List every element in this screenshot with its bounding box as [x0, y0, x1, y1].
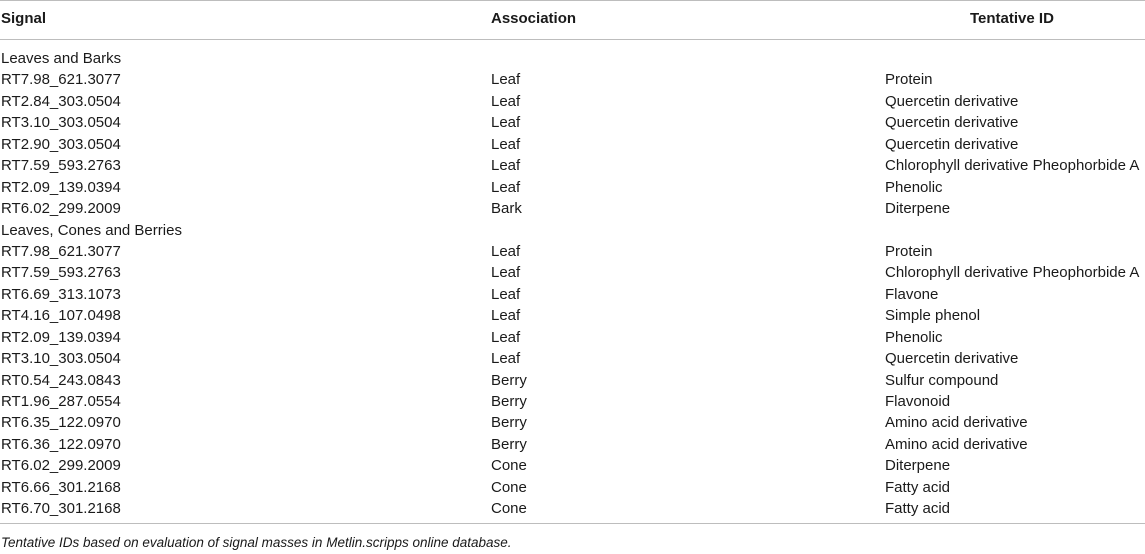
association-cell: Berry — [491, 371, 527, 389]
association-cell: Leaf — [491, 307, 521, 325]
table-row — [0, 434, 1145, 455]
signal-cell: RT0.54_243.0843 — [1, 371, 121, 389]
association-cell: Leaf — [491, 178, 521, 196]
table-row — [0, 305, 1145, 326]
table-row — [0, 327, 1145, 348]
table-section-row — [0, 48, 1145, 69]
association-cell: Leaf — [491, 264, 521, 282]
tentative-id-cell: Phenolic — [885, 178, 943, 196]
association-cell: Leaf — [491, 285, 521, 303]
association-cell: Leaf — [491, 135, 521, 153]
table-header-rule — [0, 39, 1145, 40]
association-cell: Berry — [491, 414, 527, 432]
table-row — [0, 498, 1145, 519]
tentative-id-cell: Diterpene — [885, 200, 951, 218]
tentative-id-cell: Fatty acid — [885, 478, 951, 496]
table-row — [0, 177, 1145, 198]
signal-cell: RT2.90_303.0504 — [1, 135, 121, 153]
section-label: Leaves, Cones and Berries — [1, 221, 182, 239]
signal-cell: RT7.98_621.3077 — [1, 242, 121, 260]
signal-cell: RT6.36_122.0970 — [1, 435, 121, 453]
table-row — [0, 69, 1145, 90]
association-cell: Leaf — [491, 242, 521, 260]
table-bottom-rule — [0, 523, 1145, 524]
table-row — [0, 284, 1145, 305]
tentative-id-cell: Quercetin derivative — [885, 92, 1019, 110]
association-cell: Leaf — [491, 328, 521, 346]
header-association: Association — [491, 10, 577, 27]
table-row — [0, 391, 1145, 412]
signal-cell: RT6.66_301.2168 — [1, 478, 121, 496]
association-cell: Leaf — [491, 157, 521, 175]
tentative-id-cell: Quercetin derivative — [885, 135, 1019, 153]
signal-cell: RT6.02_299.2009 — [1, 457, 121, 475]
tentative-id-cell: Flavonoid — [885, 393, 951, 410]
tentative-id-cell: Protein — [885, 71, 933, 89]
signal-cell: RT2.09_139.0394 — [1, 328, 121, 346]
signal-cell: RT4.16_107.0498 — [1, 307, 121, 325]
table-row — [0, 412, 1145, 433]
tentative-id-cell: Amino acid derivative — [885, 414, 1028, 432]
table-row — [0, 198, 1145, 219]
signal-cell: RT6.35_122.0970 — [1, 414, 121, 432]
tentative-id-cell: Quercetin derivative — [885, 114, 1019, 132]
association-cell: Leaf — [491, 350, 521, 368]
tentative-id-cell: Quercetin derivative — [885, 350, 1019, 368]
signal-cell: RT7.98_621.3077 — [1, 71, 121, 89]
association-cell: Cone — [491, 457, 527, 475]
association-cell: Bark — [491, 200, 522, 218]
association-cell: Leaf — [491, 114, 521, 132]
table-row — [0, 262, 1145, 283]
table-row — [0, 370, 1145, 391]
table-row — [0, 91, 1145, 112]
table-section-row — [0, 220, 1145, 241]
association-cell: Berry — [491, 435, 527, 453]
tentative-id-cell: Chlorophyll derivative Pheophorbide A — [885, 264, 1140, 282]
header-signal: Signal — [1, 10, 47, 27]
association-cell: Leaf — [491, 71, 521, 89]
table-row — [0, 112, 1145, 133]
table-body — [0, 48, 1145, 520]
signal-cell: RT3.10_303.0504 — [1, 350, 121, 368]
table-row — [0, 477, 1145, 498]
section-label: Leaves and Barks — [1, 50, 122, 67]
signal-cell: RT2.84_303.0504 — [1, 92, 121, 110]
signal-cell: RT7.59_593.2763 — [1, 264, 121, 282]
table-row — [0, 241, 1145, 262]
header-tentative-id: Tentative ID — [970, 10, 1054, 27]
table-row — [0, 155, 1145, 176]
signal-cell: RT6.02_299.2009 — [1, 200, 121, 218]
signal-cell: RT1.96_287.0554 — [1, 393, 121, 410]
signal-cell: RT6.69_313.1073 — [1, 285, 121, 303]
tentative-id-cell: Protein — [885, 242, 933, 260]
tentative-id-cell: Simple phenol — [885, 307, 981, 325]
association-cell: Cone — [491, 478, 527, 496]
tentative-id-cell: Diterpene — [885, 457, 951, 475]
table-header-row — [0, 0, 1145, 39]
tentative-id-cell: Amino acid derivative — [885, 435, 1028, 453]
association-cell: Cone — [491, 500, 527, 518]
tentative-id-cell: Flavone — [885, 285, 939, 303]
association-cell: Leaf — [491, 92, 521, 110]
signal-cell: RT6.70_301.2168 — [1, 500, 121, 518]
table-footnote: Tentative IDs based on evaluation of signal masses in Metlin.scripps online database. — [1, 535, 512, 550]
table-row — [0, 348, 1145, 369]
tentative-id-cell: Sulfur compound — [885, 371, 999, 389]
signal-cell: RT7.59_593.2763 — [1, 157, 121, 175]
association-cell: Berry — [491, 393, 527, 410]
table-row — [0, 134, 1145, 155]
tentative-id-cell: Chlorophyll derivative Pheophorbide A — [885, 157, 1140, 175]
signal-cell: RT3.10_303.0504 — [1, 114, 121, 132]
table-row — [0, 455, 1145, 476]
signal-cell: RT2.09_139.0394 — [1, 178, 121, 196]
tentative-id-cell: Phenolic — [885, 328, 943, 346]
tentative-id-cell: Fatty acid — [885, 500, 951, 518]
